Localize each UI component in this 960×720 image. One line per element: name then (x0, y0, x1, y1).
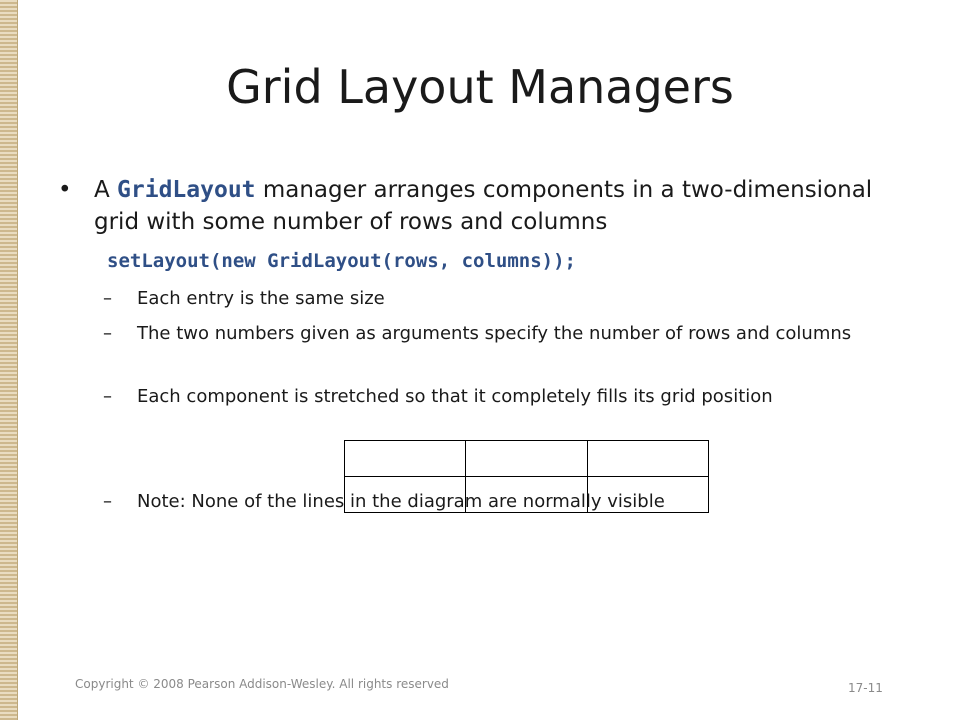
grid-cell (345, 441, 466, 477)
sub-item-text: Note: None of the lines in the diagram are normally visible (137, 491, 665, 512)
bullet-text (94, 174, 884, 238)
copyright-footer: Copyright © 2008 Pearson Addison-Wesley. All rights reserved (75, 677, 449, 691)
bullet-dot: • (58, 177, 72, 203)
slide-number: 17-11 (848, 681, 883, 695)
grid-cell (588, 441, 709, 477)
sub-item-text: Each entry is the same size (137, 288, 385, 309)
sub-item-text: Each component is stretched so that it completely fills its grid position (137, 386, 773, 407)
dash-marker: – (103, 386, 112, 407)
bullet-rest: manager arranges components in a two-dimensional grid with some number of rows and columns (94, 177, 873, 235)
gridlayout-keyword: GridLayout (117, 177, 256, 203)
code-example: setLayout(new GridLayout(rows, columns)); (107, 250, 576, 272)
dash-marker: – (103, 491, 112, 512)
sub-item-text: The two numbers given as arguments specify the number of rows and columns (137, 323, 852, 344)
grid-cell (466, 441, 587, 477)
slide-title: Grid Layout Managers (226, 60, 734, 114)
bullet-prefix: A (94, 177, 110, 203)
dash-marker: – (103, 323, 112, 344)
dash-marker: – (103, 288, 112, 309)
